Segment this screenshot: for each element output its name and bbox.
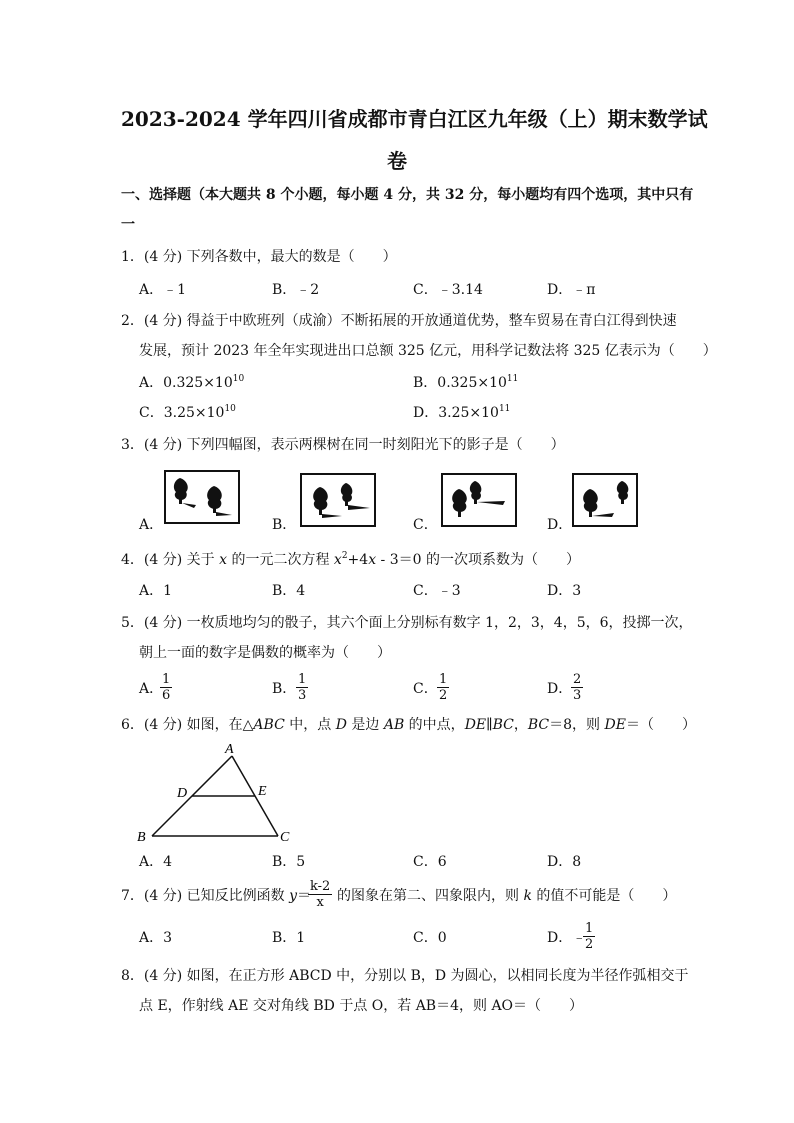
q4-stem-b: 的一元二次方程 [227, 552, 334, 568]
q1-option-b: B．﹣2 [272, 282, 320, 298]
tree-icon [617, 481, 629, 504]
q6-stem-g: ＝8，则 [549, 717, 605, 733]
shadow-shape [348, 505, 370, 510]
q6-abc: ABC [253, 717, 285, 733]
q4-option-d: D．3 [547, 583, 582, 599]
q5-label-d: D． [547, 681, 573, 697]
q5-label-c: C． [413, 681, 438, 697]
tree-icon [470, 481, 482, 504]
q2-option-a [139, 374, 244, 392]
point-e: E [258, 784, 267, 799]
q3-trees-d [574, 475, 636, 525]
point-d: D [177, 786, 188, 801]
frac-den: 6 [162, 688, 171, 703]
q7-option-d-label: D．﹣ [547, 930, 587, 946]
q6-bc: BC [492, 717, 514, 733]
tree-icon [452, 489, 467, 517]
q3-picture-d [572, 473, 638, 527]
q4-stem-a: 4．(4 分) 关于 [121, 552, 220, 568]
q5-stem-line1: 5．(4 分) 一枚质地均匀的骰子，其六个面上分别标有数字 1，2，3，4，5，6，投掷一次， [121, 615, 693, 631]
q6-stem-h: ＝（ ） [625, 717, 696, 733]
q2-d-base: D．3.25×10 [413, 405, 499, 421]
q3-label-c: C． [413, 517, 438, 533]
frac-den: 3 [573, 688, 582, 703]
q7-stem-text-a: 7．(4 分) 已知反比例函数 [121, 888, 290, 904]
q3-picture-b [300, 473, 376, 527]
q4-option-a: A．1 [139, 583, 173, 599]
q3-trees-b [302, 475, 374, 525]
q6-stem-d: 的中点， [404, 717, 465, 733]
q4-eq-end: - 3＝0 的一次项系数为（ ） [376, 552, 580, 568]
shadow-shape [592, 513, 614, 517]
q7-stem-text-b: 的图象在第二、四象限内，则 [337, 888, 524, 904]
shadow-shape [477, 501, 505, 505]
q5-fraction-c [437, 672, 449, 703]
frac-den: x [316, 895, 324, 910]
q6-de2: DE [604, 717, 626, 733]
q7-stem-b [337, 887, 676, 905]
q2-stem-line2: 发展，预计 2023 年全年实现进出口总额 325 亿元，用科学记数法将 325 亿表示为（ ） [139, 343, 717, 359]
q2-option-b [413, 374, 518, 392]
tree-icon [341, 483, 353, 506]
frac-num: k-2 [310, 879, 331, 894]
q6-bc2: BC [527, 717, 550, 733]
q7-stem-a [121, 887, 311, 905]
q4-option-c: C．﹣3 [413, 583, 461, 599]
q4-option-b: B．4 [272, 583, 306, 599]
q2-d-exp: 11 [498, 404, 511, 414]
q6-stem-e: ∥ [486, 717, 493, 733]
shadow-shape [182, 503, 196, 508]
q2-option-c [139, 404, 236, 422]
q7-fraction [308, 879, 332, 910]
q7-option-d-fraction [583, 921, 595, 952]
q6-option-b: B．5 [272, 854, 306, 870]
q4-eq-x1: x [333, 552, 342, 568]
q3-label-a: A． [139, 517, 164, 533]
q6-option-a: A．4 [139, 854, 173, 870]
q3-label-d: D． [547, 517, 573, 533]
q1-option-a: A．﹣1 [139, 282, 187, 298]
q8-stem-line2: 点 E，作射线 AE 交对角线 BD 于点 O，若 AB＝4，则 AO＝（ ） [139, 998, 584, 1014]
q3-label-b: B． [272, 517, 297, 533]
tree-icon [313, 487, 328, 515]
q4-eq-x2: x [368, 552, 377, 568]
q3-stem: 3．(4 分) 下列四幅图，表示两棵树在同一时刻阳光下的影子是（ ） [121, 437, 565, 453]
shadow-shape [216, 512, 232, 516]
q3-trees-a [166, 472, 238, 522]
q2-b-base: B．0.325×10 [413, 375, 507, 391]
q2-a-base: A．0.325×10 [139, 375, 233, 391]
q2-stem-line1: 2．(4 分) 得益于中欧班列（成渝）不断拓展的开放通道优势，整车贸易在青白江得到快速 [121, 313, 677, 329]
q1-option-c: C．﹣3.14 [413, 282, 483, 298]
q6-triangle-figure [130, 738, 310, 848]
frac-den: 2 [439, 688, 448, 703]
frac-num: 1 [585, 921, 594, 936]
frac-num: 1 [298, 672, 307, 687]
point-b: B [137, 830, 146, 845]
q7-option-b: B．1 [272, 930, 306, 946]
q6-stem-f: ， [513, 717, 528, 733]
tree-icon [207, 486, 222, 513]
frac-num: 1 [439, 672, 448, 687]
q7-option-c: C．0 [413, 930, 447, 946]
q6-stem-b: 中，点 [284, 717, 336, 733]
q6-stem [121, 716, 696, 734]
q6-d: D [335, 717, 347, 733]
q2-c-exp: 10 [224, 404, 236, 414]
q4-eq-sup: 2 [341, 551, 348, 561]
q7-eq: ＝ [297, 888, 312, 904]
q6-stem-c: 是边 [346, 717, 384, 733]
q8-stem-line1: 8．(4 分) 如图，在正方形 ABCD 中，分别以 B，D 为圆心，以相同长度为半径作弧相交于 [121, 968, 689, 984]
q4-var-x: x [219, 552, 227, 568]
page-title-cont: 卷 [387, 149, 407, 173]
q6-stem-a: 6．(4 分) 如图，在△ [121, 717, 254, 733]
q6-ab: AB [383, 717, 405, 733]
q5-label-b: B． [272, 681, 297, 697]
q5-label-a: A． [139, 681, 164, 697]
q4-eq-mid: +4 [347, 552, 369, 568]
q3-picture-c [441, 473, 517, 527]
frac-num: 1 [162, 672, 171, 687]
shadow-shape [322, 514, 342, 518]
q6-de: DE [464, 717, 487, 733]
q7-k: k [523, 888, 532, 904]
point-c: C [280, 830, 290, 845]
q2-a-exp: 10 [232, 374, 245, 384]
q5-fraction-b [296, 672, 308, 703]
q5-fraction-d [571, 672, 583, 703]
q5-stem-line2: 朝上一面的数字是偶数的概率为（ ） [139, 645, 391, 661]
tree-icon [174, 478, 188, 504]
q5-fraction-a [160, 672, 172, 703]
tree-icon [583, 489, 598, 517]
q1-stem: 1．(4 分) 下列各数中，最大的数是（ ） [121, 249, 397, 265]
page-title: 2023-2024 学年四川省成都市青白江区九年级（上）期末数学试 [121, 107, 708, 131]
q7-option-a: A．3 [139, 930, 173, 946]
q7-stem-text-c: 的值不可能是（ ） [531, 888, 677, 904]
q3-trees-c [443, 475, 515, 525]
q6-option-c: C．6 [413, 854, 447, 870]
q1-option-d: D．﹣π [547, 282, 596, 298]
frac-den: 2 [585, 937, 594, 952]
frac-num: 2 [573, 672, 582, 687]
frac-den: 3 [298, 688, 307, 703]
q6-option-d: D．8 [547, 854, 582, 870]
q4-stem [121, 551, 580, 569]
q3-picture-a [164, 470, 240, 524]
point-a: A [225, 742, 234, 757]
section-header: 一、选择题（本大题共 8 个小题，每小题 4 分，共 32 分，每小题均有四个选项，其中只有 [121, 187, 694, 203]
q2-option-d [413, 404, 510, 422]
q7-y: y [289, 888, 298, 904]
section-header-cont: 一 [121, 217, 135, 233]
q2-c-base: C．3.25×10 [139, 405, 225, 421]
q2-b-exp: 11 [506, 374, 519, 384]
